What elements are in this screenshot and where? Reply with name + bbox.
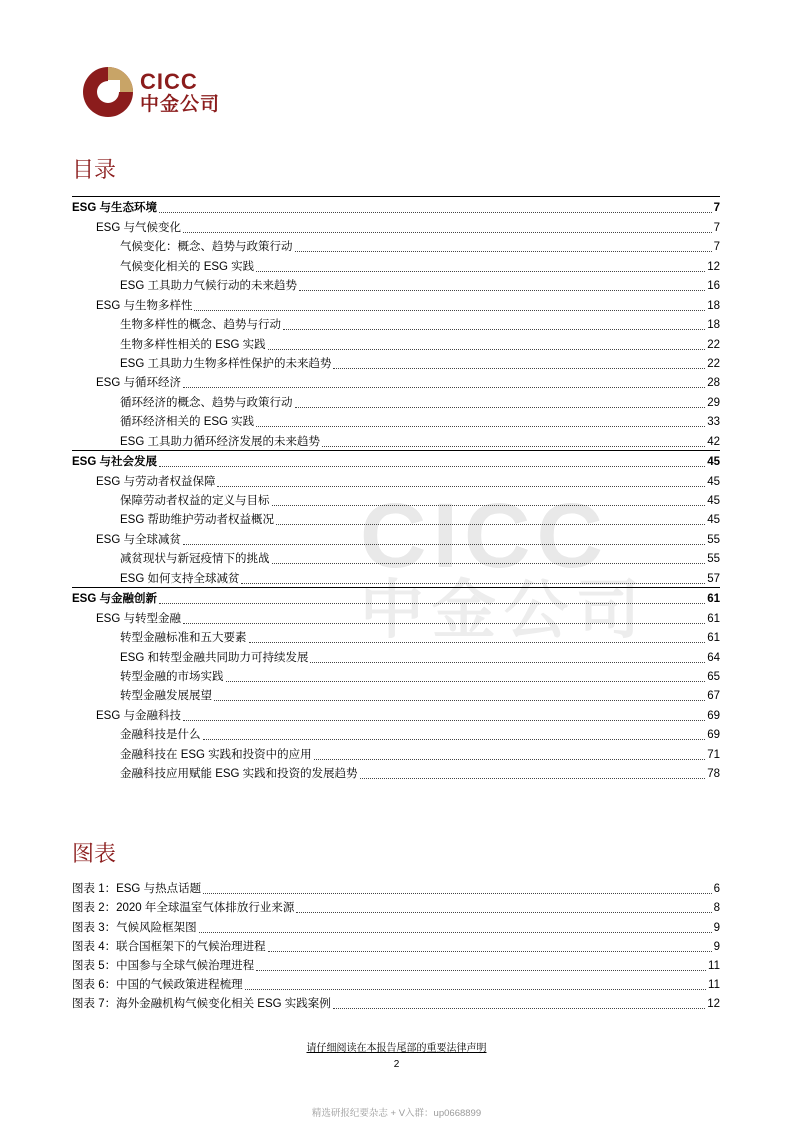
dot-leader bbox=[299, 290, 705, 291]
toc-entry-level-3[interactable] bbox=[72, 430, 720, 449]
toc-entry-level-3[interactable] bbox=[72, 314, 720, 333]
figure-entry-label: 图表 6：中国的气候政策进程梳理 bbox=[72, 979, 243, 992]
dot-leader bbox=[203, 739, 706, 740]
toc-entry-label: ESG 帮助维护劳动者权益概况 bbox=[120, 514, 274, 527]
dot-leader bbox=[194, 310, 705, 311]
toc-entry-label: 减贫现状与新冠疫情下的挑战 bbox=[120, 553, 270, 566]
figure-entry-label: 图表 1：ESG 与热点话题 bbox=[72, 883, 202, 896]
dot-leader bbox=[159, 466, 705, 467]
toc-entry-label: 气候变化：概念、趋势与政策行动 bbox=[120, 241, 293, 254]
dot-leader bbox=[310, 662, 705, 663]
figure-entry[interactable] bbox=[72, 974, 720, 993]
toc-entry-label: 转型金融标准和五大要素 bbox=[120, 632, 247, 645]
toc-entry-label: ESG 与生物多样性 bbox=[96, 299, 193, 312]
toc-entry-level-3[interactable] bbox=[72, 275, 720, 294]
toc-entry-level-3[interactable] bbox=[72, 411, 720, 430]
toc-entry-page: 55 bbox=[707, 533, 720, 546]
table-of-contents bbox=[72, 196, 720, 782]
dot-leader bbox=[183, 387, 705, 388]
toc-entry-level-3[interactable] bbox=[72, 548, 720, 567]
dot-leader bbox=[159, 603, 705, 604]
toc-entry-level-2[interactable] bbox=[72, 294, 720, 313]
toc-entry-page: 28 bbox=[707, 377, 720, 390]
figure-list bbox=[72, 878, 720, 1012]
toc-entry-label: 金融科技应用赋能 ESG 实践和投资的发展趋势 bbox=[120, 768, 358, 781]
toc-entry-page: 65 bbox=[707, 670, 720, 683]
figure-entry-label: 图表 4：联合国框架下的气候治理进程 bbox=[72, 940, 266, 953]
dot-leader bbox=[245, 989, 706, 990]
toc-entry-label: 生物多样性相关的 ESG 实践 bbox=[120, 338, 266, 351]
toc-entry-label: ESG 与气候变化 bbox=[96, 221, 181, 234]
dot-leader bbox=[256, 426, 705, 427]
toc-entry-label: ESG 如何支持全球减贫 bbox=[120, 572, 240, 585]
toc-entry-level-3[interactable] bbox=[72, 391, 720, 410]
figure-entry-page: 11 bbox=[708, 959, 720, 972]
dot-leader bbox=[268, 349, 706, 350]
page-number: 2 bbox=[393, 1059, 400, 1070]
dot-leader bbox=[183, 623, 705, 624]
toc-entry-level-3[interactable] bbox=[72, 627, 720, 646]
toc-entry-page: 61 bbox=[707, 612, 720, 625]
toc-entry-page: 69 bbox=[707, 729, 720, 742]
toc-entry-level-1[interactable] bbox=[72, 450, 720, 470]
figure-entry-label: 图表 2：2020 年全球温室气体排放行业来源 bbox=[72, 902, 295, 915]
toc-entry-label: 循环经济的概念、趋势与政策行动 bbox=[120, 396, 293, 409]
toc-entry-label: ESG 工具助力生物多样性保护的未来趋势 bbox=[120, 357, 332, 370]
toc-entry-level-2[interactable] bbox=[72, 607, 720, 626]
toc-entry-page: 7 bbox=[713, 221, 720, 234]
toc-entry-page: 57 bbox=[707, 572, 720, 585]
figure-entry-label: 图表 7：海外金融机构气候变化相关 ESG 实践案例 bbox=[72, 998, 331, 1011]
toc-entry-page: 12 bbox=[707, 260, 720, 273]
logo-text-cn: 中金公司 bbox=[140, 94, 221, 115]
toc-entry-level-3[interactable] bbox=[72, 490, 720, 509]
toc-entry-label: 金融科技在 ESG 实践和投资中的应用 bbox=[120, 748, 312, 761]
toc-entry-label: 转型金融的市场实践 bbox=[120, 670, 224, 683]
toc-entry-label: ESG 与金融创新 bbox=[72, 593, 157, 606]
figure-entry-page: 9 bbox=[713, 921, 720, 934]
dot-leader bbox=[249, 642, 706, 643]
toc-entry-page: 61 bbox=[707, 632, 720, 645]
toc-entry-page: 22 bbox=[707, 338, 720, 351]
toc-entry-level-3[interactable] bbox=[72, 646, 720, 665]
toc-entry-label: ESG 与全球减贫 bbox=[96, 533, 181, 546]
dot-leader bbox=[295, 407, 706, 408]
toc-entry-page: 45 bbox=[707, 456, 720, 469]
toc-entry-page: 18 bbox=[707, 319, 720, 332]
toc-entry-level-3[interactable] bbox=[72, 743, 720, 762]
dot-leader bbox=[159, 212, 712, 213]
toc-entry-level-2[interactable] bbox=[72, 216, 720, 235]
toc-title: 目录 bbox=[72, 157, 117, 182]
dot-leader bbox=[295, 251, 712, 252]
toc-entry-level-1[interactable] bbox=[72, 587, 720, 607]
toc-entry-label: ESG 工具助力循环经济发展的未来趋势 bbox=[120, 435, 320, 448]
dot-leader bbox=[322, 446, 705, 447]
toc-entry-page: 45 bbox=[707, 514, 720, 527]
toc-entry-page: 22 bbox=[707, 357, 720, 370]
toc-entry-level-3[interactable] bbox=[72, 763, 720, 782]
dot-leader bbox=[183, 232, 712, 233]
toc-entry-page: 42 bbox=[707, 435, 720, 448]
toc-entry-label: 保障劳动者权益的定义与目标 bbox=[120, 495, 270, 507]
figure-entry-page: 11 bbox=[708, 979, 720, 992]
toc-entry-page: 64 bbox=[707, 651, 720, 664]
toc-entry-level-3[interactable] bbox=[72, 255, 720, 274]
figure-entry[interactable] bbox=[72, 916, 720, 935]
toc-entry-level-2[interactable] bbox=[72, 704, 720, 723]
dot-leader bbox=[199, 932, 712, 933]
toc-entry-label: ESG 和转型金融共同助力可持续发展 bbox=[120, 651, 309, 664]
toc-entry-page: 45 bbox=[707, 495, 720, 507]
toc-entry-level-3[interactable] bbox=[72, 685, 720, 704]
toc-entry-page: 29 bbox=[707, 396, 720, 409]
dot-leader bbox=[314, 759, 706, 760]
toc-entry-label: ESG 工具助力气候行动的未来趋势 bbox=[120, 280, 297, 293]
toc-entry-page: 18 bbox=[707, 299, 720, 312]
dot-leader bbox=[226, 681, 706, 682]
toc-entry-level-2[interactable] bbox=[72, 528, 720, 547]
cicc-logo bbox=[82, 66, 242, 122]
dot-leader bbox=[296, 912, 711, 913]
toc-entry-level-3[interactable] bbox=[72, 333, 720, 352]
toc-entry-level-3[interactable] bbox=[72, 509, 720, 528]
toc-entry-level-3[interactable] bbox=[72, 353, 720, 372]
toc-entry-label: ESG 与社会发展 bbox=[72, 456, 157, 469]
toc-entry-label: 金融科技是什么 bbox=[120, 729, 201, 742]
toc-entry-page: 7 bbox=[713, 241, 720, 254]
dot-leader bbox=[183, 720, 705, 721]
legal-note-link[interactable]: 请仔细阅读在本报告尾部的重要法律声明 bbox=[306, 1043, 487, 1054]
toc-entry-label: 生物多样性的概念、趋势与行动 bbox=[120, 319, 281, 332]
cicc-logo-mark-icon bbox=[82, 66, 134, 118]
dot-leader bbox=[333, 368, 705, 369]
dot-leader bbox=[276, 524, 705, 525]
dot-leader bbox=[217, 486, 705, 487]
toc-entry-page: 61 bbox=[707, 593, 720, 606]
figure-entry-label: 图表 3：气候风险框架图 bbox=[72, 921, 197, 934]
dot-leader bbox=[283, 329, 705, 330]
dot-leader bbox=[256, 970, 706, 971]
toc-entry-level-3[interactable] bbox=[72, 666, 720, 685]
toc-entry-label: ESG 与劳动者权益保障 bbox=[96, 475, 216, 488]
dot-leader bbox=[203, 893, 712, 894]
figures-title: 图表 bbox=[72, 841, 117, 866]
toc-entry-level-2[interactable] bbox=[72, 470, 720, 489]
dot-leader bbox=[214, 700, 705, 701]
toc-entry-label: ESG 与循环经济 bbox=[96, 377, 181, 390]
figure-entry[interactable] bbox=[72, 936, 720, 955]
dot-leader bbox=[333, 1008, 705, 1009]
toc-entry-label: ESG 与金融科技 bbox=[96, 709, 181, 722]
toc-entry-page: 55 bbox=[707, 553, 720, 566]
toc-entry-level-3[interactable] bbox=[72, 567, 720, 586]
toc-entry-label: ESG 与转型金融 bbox=[96, 612, 181, 625]
figure-entry[interactable] bbox=[72, 955, 720, 974]
dot-leader bbox=[256, 271, 705, 272]
toc-entry-page: 45 bbox=[707, 475, 720, 488]
toc-entry-page: 71 bbox=[707, 748, 720, 761]
dot-leader bbox=[272, 563, 706, 564]
figure-entry[interactable] bbox=[72, 993, 720, 1012]
toc-entry-page: 69 bbox=[707, 709, 720, 722]
toc-entry-page: 7 bbox=[713, 202, 720, 215]
watermark-en: CICC bbox=[360, 485, 609, 587]
figure-entry-page: 8 bbox=[713, 902, 720, 915]
toc-entry-level-3[interactable] bbox=[72, 724, 720, 743]
dot-leader bbox=[183, 544, 705, 545]
dot-leader bbox=[268, 951, 712, 952]
figure-entry-label: 图表 5：中国参与全球气候治理进程 bbox=[72, 959, 255, 972]
toc-entry-page: 16 bbox=[707, 280, 720, 293]
figure-entry[interactable] bbox=[72, 878, 720, 897]
dot-leader bbox=[241, 583, 705, 584]
toc-entry-page: 67 bbox=[707, 690, 720, 703]
toc-entry-level-1[interactable] bbox=[72, 196, 720, 216]
watermark-cn: 中金公司 bbox=[360, 574, 648, 646]
figure-entry-page: 12 bbox=[707, 998, 720, 1011]
toc-entry-page: 78 bbox=[707, 768, 720, 781]
dot-leader bbox=[272, 505, 706, 506]
logo-text-en: CICC bbox=[140, 69, 198, 94]
figure-entry-page: 6 bbox=[713, 883, 720, 896]
toc-entry-label: 气候变化相关的 ESG 实践 bbox=[120, 260, 255, 273]
bottom-watermark: 精选研报纪要杂志 + V入群：up0668899 bbox=[311, 1108, 482, 1119]
toc-entry-label: ESG 与生态环境 bbox=[72, 202, 157, 215]
toc-entry-label: 循环经济相关的 ESG 实践 bbox=[120, 416, 255, 429]
toc-entry-label: 转型金融发展展望 bbox=[120, 690, 212, 703]
dot-leader bbox=[360, 778, 706, 779]
toc-entry-page: 33 bbox=[707, 416, 720, 429]
toc-entry-level-2[interactable] bbox=[72, 372, 720, 391]
toc-entry-level-3[interactable] bbox=[72, 236, 720, 255]
figure-entry[interactable] bbox=[72, 897, 720, 916]
figure-entry-page: 9 bbox=[713, 940, 720, 953]
